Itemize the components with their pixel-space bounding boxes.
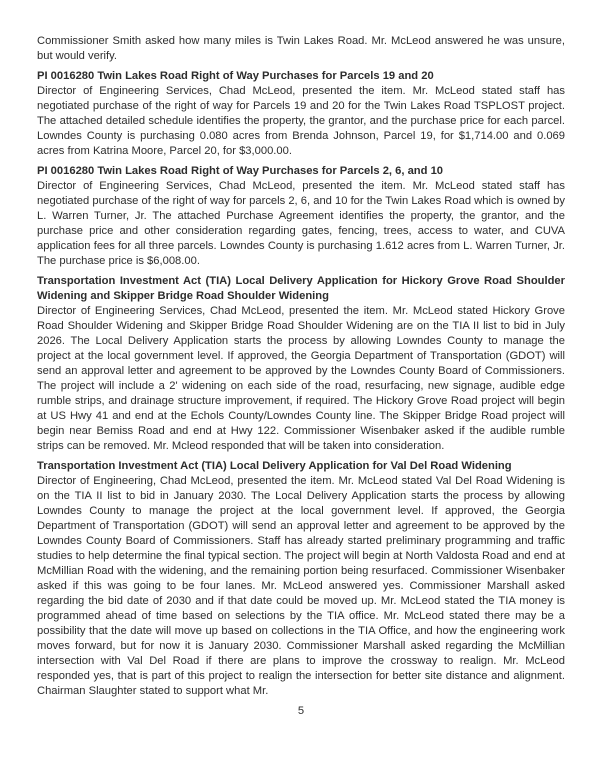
section-tia-hickory-grove-skipper-bridge xyxy=(37,274,565,454)
section-row-purchases-parcels-19-20 xyxy=(37,69,565,159)
page-number: 5 xyxy=(297,705,305,717)
section-tia-val-del-road xyxy=(37,459,565,699)
paragraph-val-del: Director of Engineering, Chad McLeod, presented the item. Mr. McLeod stated Val Del Road Widening is on the TIA II list to bid in January 2030. The Local Delivery Application starts the process by allowing Lowndes County to manage the project at the local government level. If approved, the Georgia Department of Transportation (GDOT) will send an approval letter and agreement to be approved by the Lowndes County Board of Commissioners. Staff has already started preliminary programming and traffic studies to help determine the final typical section. The project will begin at North Valdosta Road and end at McMillian Road with the widening, and the remaining portion being resurfaced. Commissioner Wisenbaker asked if this was going to be four lanes. Mr. McLeod answered yes. Commissioner Marshall asked regarding the bid date of 2030 and if that date could be moved up. Mr. McLeod stated the TIA money is programmed ahead of time based on selections by the TIA office. Mr. McLeod stated there may be a possibility that the date will move up based on collections in the TIA Office, and how the engineering work moves forward, but for now it is January 2030. Commissioner Marshall asked regarding the McMillian intersection with Val Del Road if there are plans to improve the crossway to realign. Mr. McLeod responded yes, that is part of this project to realign the intersection for better site distance and alignment. Chairman Slaughter stated to support what Mr. xyxy=(37,475,565,697)
section-heading-parcels-2-6-10: PI 0016280 Twin Lakes Road Right of Way Purchases for Parcels 2, 6, and 10 xyxy=(37,165,444,177)
section-intro xyxy=(37,34,565,64)
section-heading-hickory-grove: Transportation Investment Act (TIA) Local Delivery Application for Hickory Grove Road Shoulder Widening and Skipper Bridge Road Shoulder Widening xyxy=(37,275,565,302)
section-row-purchases-parcels-2-6-10 xyxy=(37,164,565,269)
section-heading-parcels-19-20: PI 0016280 Twin Lakes Road Right of Way Purchases for Parcels 19 and 20 xyxy=(37,70,434,82)
section-heading-val-del: Transportation Investment Act (TIA) Local Delivery Application for Val Del Road Widening xyxy=(37,460,512,472)
paragraph-parcels-19-20: Director of Engineering Services, Chad McLeod, presented the item. Mr. McLeod stated staff has negotiated purchase of the right of way for Parcels 19 and 20 for the Twin Lakes Road TSPLOST project. The attached detailed schedule identifies the property, the grantor, and the purchase price for each parcel. Lowndes County is purchasing 0.080 acres from Brenda Johnson, Parcel 19, for $1,714.00 and 0.069 acres from Katrina Moore, Parcel 20, for $3,000.00. xyxy=(37,85,565,157)
paragraph-hickory-grove: Director of Engineering Services, Chad McLeod, presented the item. Mr. McLeod stated Hickory Grove Road Shoulder Widening and Skipper Bridge Road Shoulder Widening are on the TIA II list to bid in July 2026. The Local Delivery Application starts the process by allowing Lowndes County to manage the project at the local government level. If approved, the Georgia Department of Transportation (GDOT) will send an approval letter and agreement to be approved by the Lowndes County Board of Commissioners. The project will include a 2' widening on each side of the road, resurfacing, new signage, audible edge rumble strips, and drainage structure improvement, if required. The Hickory Grove Road project will begin at US Hwy 41 and end at the Echols County/Lowndes County line. The Skipper Bridge Road project will begin near Bemiss Road and end at Hwy 122. Commissioner Wisenbaker asked if the audible rumble strips can be removed. Mr. Mcleod responded that will be taken into consideration. xyxy=(37,305,565,452)
paragraph-parcels-2-6-10: Director of Engineering Services, Chad McLeod, presented the item. Mr. McLeod stated staff has negotiated purchase of the right of way for parcels 2, 6, and 10 for the Twin Lakes Road which is owned by L. Warren Turner, Jr. The attached Purchase Agreement identifies the property, the grantor, and the purchase price and other consideration regarding gates, fencing, trees, access to water, and CUVA application fees for all three parcels. Lowndes County is purchasing 1.612 acres from L. Warren Turner, Jr. The purchase price is $6,008.00. xyxy=(37,180,565,267)
paragraph-twin-lakes-miles: Commissioner Smith asked how many miles is Twin Lakes Road. Mr. McLeod answered he was unsure, but would verify. xyxy=(37,35,565,62)
